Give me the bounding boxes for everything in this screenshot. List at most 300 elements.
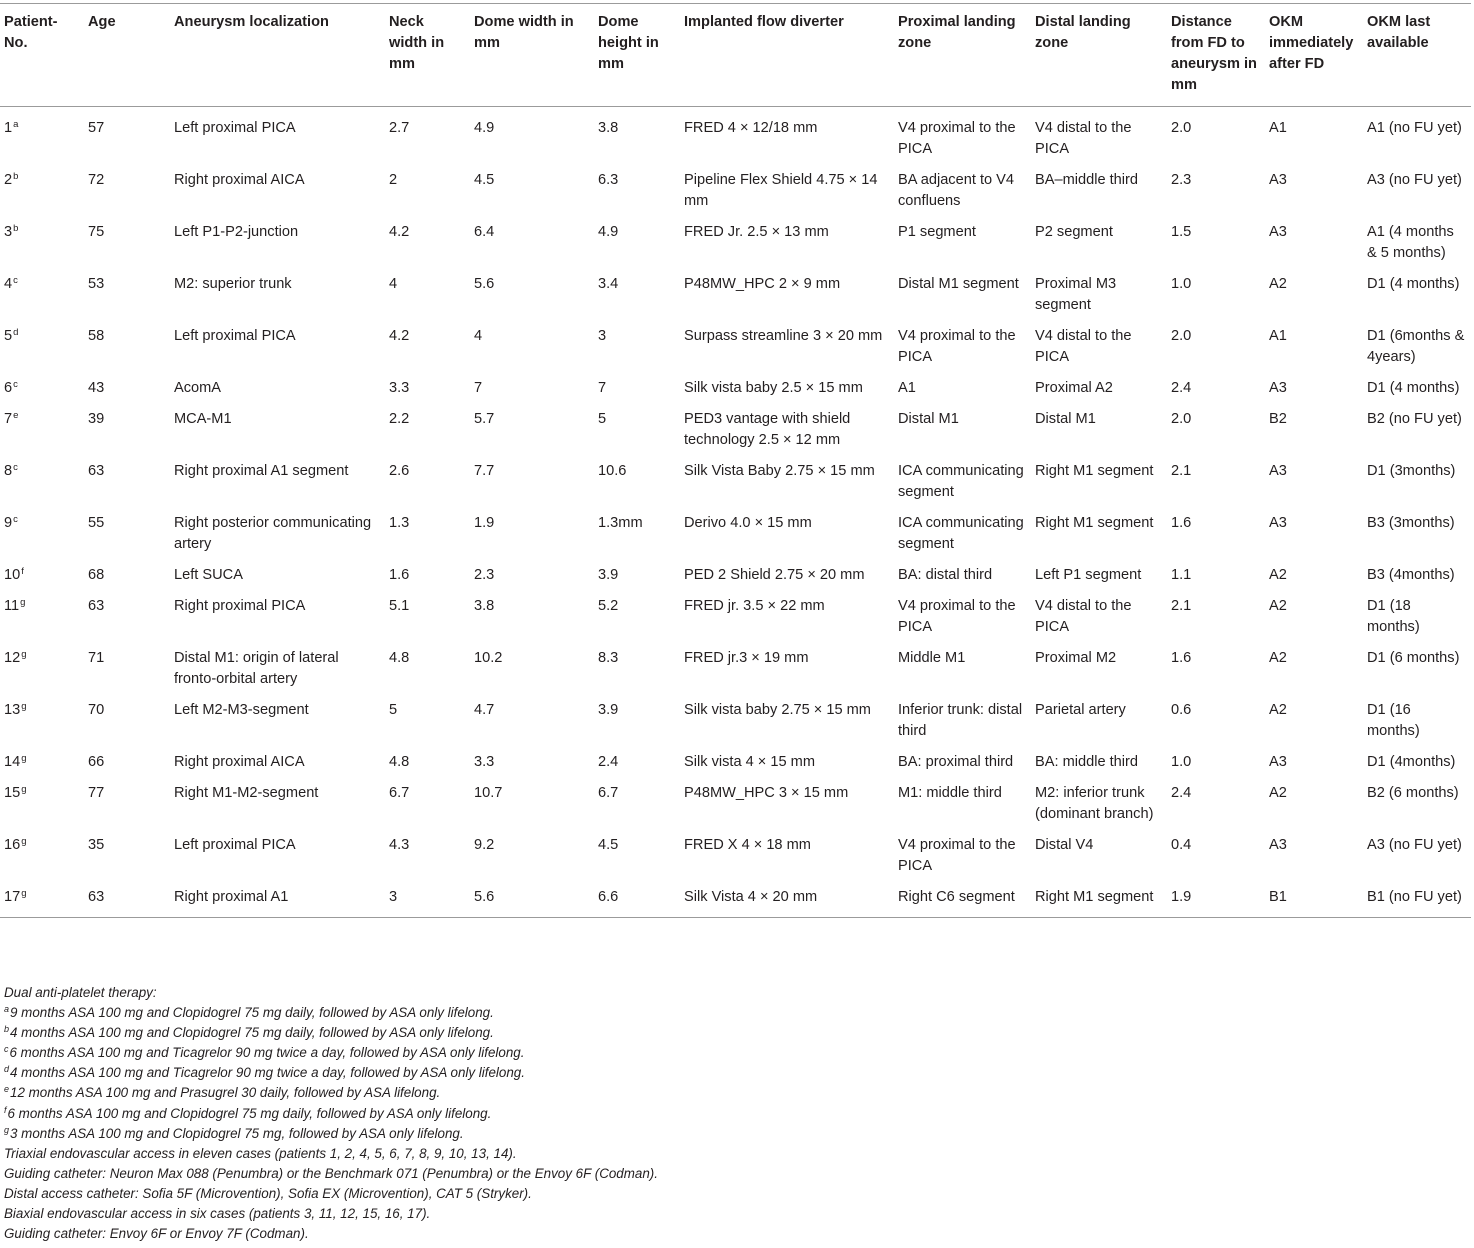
column-header: Implanted flow diverter bbox=[680, 4, 894, 107]
okm-after-cell: A3 bbox=[1269, 380, 1287, 396]
column-header: Aneurysm localization bbox=[170, 4, 385, 107]
distance-cell: 1.5 bbox=[1171, 224, 1192, 240]
patient-no-cell bbox=[0, 825, 84, 877]
distance-cell: 1.1 bbox=[1171, 567, 1192, 583]
okm-last-cell: D1 (4months) bbox=[1367, 754, 1456, 770]
localization-cell: MCA-M1 bbox=[174, 411, 232, 427]
table-body bbox=[0, 107, 1471, 918]
proximal-zone-cell: V4 proximal to the PICA bbox=[898, 120, 1016, 157]
age-cell: 72 bbox=[88, 172, 105, 188]
proximal-zone-cell: A1 bbox=[898, 380, 916, 396]
patient-no-cell bbox=[0, 107, 84, 161]
footnote-line bbox=[4, 1063, 1464, 1083]
patient-number: 12 bbox=[4, 650, 21, 666]
localization-cell: Right proximal A1 bbox=[170, 877, 385, 918]
okm-last-cell: D1 (6months & 4years) bbox=[1367, 328, 1465, 365]
distal-zone-cell: BA: middle third bbox=[1035, 754, 1139, 770]
patient-no-cell bbox=[0, 399, 84, 451]
footnote-line bbox=[4, 1224, 1464, 1244]
okm-last-cell: D1 (16 months) bbox=[1367, 702, 1420, 739]
distal-zone-cell: V4 distal to the PICA bbox=[1035, 328, 1132, 365]
localization-cell: Distal M1: origin of lateral fronto-orbital artery bbox=[174, 650, 339, 687]
flow-diverter-cell: FRED 4 × 12/18 mm bbox=[684, 120, 818, 136]
dome-height-cell: 3.8 bbox=[598, 120, 619, 136]
patient-number: 8 bbox=[4, 463, 13, 479]
table-row bbox=[0, 773, 1471, 825]
age-cell: 66 bbox=[88, 754, 105, 770]
footnote-marker: c bbox=[4, 1044, 9, 1055]
column-header: Dome width in mm bbox=[470, 4, 594, 107]
patient-number: 13 bbox=[4, 702, 21, 718]
distal-zone-cell: Distal V4 bbox=[1035, 837, 1094, 853]
dome-width-cell: 7 bbox=[474, 380, 483, 396]
patient-number: 15 bbox=[4, 785, 21, 801]
flow-diverter-cell: Silk Vista Baby 2.75 × 15 mm bbox=[684, 463, 875, 479]
age-cell: 71 bbox=[88, 650, 105, 666]
dome-width-cell: 2.3 bbox=[474, 567, 495, 583]
patient-number: 11 bbox=[4, 598, 20, 614]
footnote-text: Triaxial endovascular access in eleven cases (patients 1, 2, 4, 5, 6, 7, 8, 9, 10, 13, 14). bbox=[4, 1145, 517, 1161]
dome-height-cell: 3 bbox=[598, 328, 607, 344]
localization-cell: AcomA bbox=[174, 380, 222, 396]
neck-width-cell: 6.7 bbox=[389, 785, 410, 801]
footnote-line bbox=[4, 1164, 1464, 1184]
dome-height-cell: 5 bbox=[598, 411, 607, 427]
proximal-zone-cell: Right C6 segment bbox=[894, 877, 1031, 918]
distal-zone-cell: BA–middle third bbox=[1035, 172, 1139, 188]
distal-zone-cell: Right M1 segment bbox=[1031, 877, 1167, 918]
age-cell: 75 bbox=[88, 224, 105, 240]
localization-cell: M2: superior trunk bbox=[174, 276, 292, 292]
age-cell: 63 bbox=[88, 463, 105, 479]
age-cell: 68 bbox=[88, 567, 105, 583]
footnote-text: Guiding catheter: Envoy 6F or Envoy 7F (Codman). bbox=[4, 1226, 309, 1242]
dome-width-cell: 4.7 bbox=[474, 702, 495, 718]
footnote-marker: a bbox=[4, 1004, 10, 1015]
table-row bbox=[0, 586, 1471, 638]
distal-zone-cell: Distal M1 bbox=[1035, 411, 1096, 427]
okm-after-cell: B1 bbox=[1265, 877, 1363, 918]
neck-width-cell: 4.8 bbox=[389, 650, 410, 666]
footnote-marker: f bbox=[4, 1104, 7, 1115]
okm-last-cell: D1 (3months) bbox=[1367, 463, 1456, 479]
okm-after-cell: A1 bbox=[1269, 328, 1287, 344]
dome-width-cell: 9.2 bbox=[474, 837, 495, 853]
age-cell: 77 bbox=[88, 785, 105, 801]
dome-height-cell: 6.7 bbox=[598, 785, 619, 801]
flow-diverter-cell: FRED Jr. 2.5 × 13 mm bbox=[684, 224, 829, 240]
footnote-marker: g bbox=[21, 649, 27, 660]
localization-cell: Right posterior communicating artery bbox=[174, 515, 372, 552]
age-cell: 55 bbox=[88, 515, 105, 531]
proximal-zone-cell: ICA communicating segment bbox=[898, 515, 1024, 552]
distance-cell: 1.0 bbox=[1171, 754, 1192, 770]
dome-height-cell: 2.4 bbox=[598, 754, 619, 770]
patient-no-cell bbox=[0, 368, 84, 399]
flow-diverter-cell: P48MW_HPC 2 × 9 mm bbox=[684, 276, 841, 292]
okm-last-cell: A3 (no FU yet) bbox=[1367, 837, 1462, 853]
footnote-marker: d bbox=[13, 327, 19, 338]
footnote-marker: b bbox=[13, 171, 19, 182]
patient-table bbox=[0, 3, 1471, 918]
dome-width-cell: 10.2 bbox=[474, 650, 503, 666]
patient-number: 9 bbox=[4, 515, 13, 531]
okm-after-cell: A3 bbox=[1269, 837, 1287, 853]
flow-diverter-cell: Silk vista 4 × 15 mm bbox=[684, 754, 815, 770]
footnote-marker: g bbox=[21, 888, 27, 899]
flow-diverter-cell: Pipeline Flex Shield 4.75 × 14 mm bbox=[684, 172, 878, 209]
footnote-marker: b bbox=[13, 223, 19, 234]
distal-zone-cell: V4 distal to the PICA bbox=[1035, 598, 1132, 635]
dome-width-cell: 4.5 bbox=[474, 172, 495, 188]
dome-height-cell: 3.9 bbox=[598, 567, 619, 583]
table-row bbox=[0, 825, 1471, 877]
footnote-line bbox=[4, 1083, 1464, 1103]
neck-width-cell: 3 bbox=[385, 877, 470, 918]
footnote-marker: c bbox=[13, 379, 18, 390]
localization-cell: Left SUCA bbox=[174, 567, 243, 583]
patient-no-cell bbox=[0, 586, 84, 638]
footnote-marker: e bbox=[13, 410, 19, 421]
distance-cell: 2.4 bbox=[1171, 380, 1192, 396]
okm-last-cell: D1 (6 months) bbox=[1367, 650, 1460, 666]
dome-height-cell: 4.9 bbox=[598, 224, 619, 240]
localization-cell: Left proximal PICA bbox=[174, 837, 296, 853]
distal-zone-cell: Proximal M3 segment bbox=[1035, 276, 1117, 313]
neck-width-cell: 4 bbox=[389, 276, 398, 292]
localization-cell: Right proximal AICA bbox=[174, 172, 305, 188]
column-header: Patient-No. bbox=[0, 4, 84, 107]
proximal-zone-cell: BA: distal third bbox=[898, 567, 993, 583]
patient-no-cell bbox=[0, 316, 84, 368]
patient-number: 7 bbox=[4, 411, 13, 427]
neck-width-cell: 1.6 bbox=[389, 567, 410, 583]
dome-height-cell: 4.5 bbox=[598, 837, 619, 853]
table-row bbox=[0, 316, 1471, 368]
table-row bbox=[0, 742, 1471, 773]
age-cell: 39 bbox=[88, 411, 105, 427]
column-header: Dome height in mm bbox=[594, 4, 680, 107]
patient-number: 1 bbox=[4, 120, 13, 136]
okm-after-cell: A3 bbox=[1269, 172, 1287, 188]
dome-height-cell: 5.2 bbox=[598, 598, 619, 614]
footnote-line bbox=[4, 1023, 1464, 1043]
okm-last-cell: D1 (4 months) bbox=[1367, 276, 1460, 292]
flow-diverter-cell: Derivo 4.0 × 15 mm bbox=[684, 515, 812, 531]
footnote-marker: c bbox=[13, 462, 18, 473]
localization-cell: Right M1-M2-segment bbox=[174, 785, 319, 801]
dome-width-cell: 7.7 bbox=[474, 463, 495, 479]
table-header bbox=[0, 4, 1471, 107]
column-header: Neck width in mm bbox=[385, 4, 470, 107]
patient-no-cell bbox=[0, 638, 84, 690]
proximal-zone-cell: Distal M1 bbox=[898, 411, 959, 427]
footnote-text: 6 months ASA 100 mg and Ticagrelor 90 mg twice a day, followed by ASA only lifelong. bbox=[9, 1045, 525, 1061]
footnote-line bbox=[4, 1104, 1464, 1124]
neck-width-cell: 2.7 bbox=[389, 120, 410, 136]
age-cell: 57 bbox=[88, 120, 105, 136]
proximal-zone-cell: Middle M1 bbox=[898, 650, 966, 666]
localization-cell: Left P1-P2-junction bbox=[174, 224, 299, 240]
okm-last-cell: B3 (4months) bbox=[1367, 567, 1455, 583]
patient-no-cell bbox=[0, 264, 84, 316]
flow-diverter-cell: P48MW_HPC 3 × 15 mm bbox=[684, 785, 849, 801]
table-row bbox=[0, 107, 1471, 161]
patient-number: 6 bbox=[4, 380, 13, 396]
distal-zone-cell: V4 distal to the PICA bbox=[1035, 120, 1132, 157]
distal-zone-cell: Proximal M2 bbox=[1035, 650, 1117, 666]
footnote-marker: g bbox=[4, 1124, 10, 1135]
dome-width-cell: 5.7 bbox=[474, 411, 495, 427]
neck-width-cell: 5 bbox=[389, 702, 398, 718]
okm-after-cell: A3 bbox=[1269, 463, 1287, 479]
okm-after-cell: A2 bbox=[1269, 567, 1287, 583]
column-header: Distal landing zone bbox=[1031, 4, 1167, 107]
dome-height-cell: 6.6 bbox=[594, 877, 680, 918]
footnote-line bbox=[4, 1043, 1464, 1063]
neck-width-cell: 2.2 bbox=[389, 411, 410, 427]
okm-last-cell: A1 (4 months & 5 months) bbox=[1367, 224, 1454, 261]
age-cell: 70 bbox=[88, 702, 105, 718]
distance-cell: 2.0 bbox=[1171, 328, 1192, 344]
age-cell: 53 bbox=[88, 276, 105, 292]
footnote-marker: g bbox=[20, 597, 26, 608]
footnote-marker: a bbox=[13, 119, 19, 130]
dome-height-cell: 10.6 bbox=[598, 463, 627, 479]
proximal-zone-cell: ICA communicating segment bbox=[898, 463, 1024, 500]
flow-diverter-cell: Silk Vista 4 × 20 mm bbox=[680, 877, 894, 918]
distance-cell: 2.1 bbox=[1171, 598, 1192, 614]
patient-number: 2 bbox=[4, 172, 13, 188]
table-row bbox=[0, 160, 1471, 212]
flow-diverter-cell: Silk vista baby 2.75 × 15 mm bbox=[684, 702, 871, 718]
localization-cell: Right proximal A1 segment bbox=[174, 463, 349, 479]
okm-after-cell: A3 bbox=[1269, 224, 1287, 240]
footnote-text: 4 months ASA 100 mg and Ticagrelor 90 mg twice a day, followed by ASA only lifelong. bbox=[10, 1065, 525, 1081]
footnote-marker: d bbox=[4, 1064, 10, 1075]
okm-after-cell: B2 bbox=[1269, 411, 1287, 427]
okm-last-cell: B2 (no FU yet) bbox=[1367, 411, 1462, 427]
patient-no-cell bbox=[0, 877, 84, 918]
age-cell: 43 bbox=[88, 380, 105, 396]
table-row bbox=[0, 451, 1471, 503]
footnote-text: 12 months ASA 100 mg and Prasugrel 30 daily, followed by ASA lifelong. bbox=[10, 1085, 441, 1101]
footnote-marker: g bbox=[21, 784, 27, 795]
neck-width-cell: 4.2 bbox=[389, 328, 410, 344]
distance-cell: 0.6 bbox=[1171, 702, 1192, 718]
proximal-zone-cell: V4 proximal to the PICA bbox=[898, 598, 1016, 635]
distance-cell: 2.0 bbox=[1171, 120, 1192, 136]
footnote-line bbox=[4, 1144, 1464, 1164]
column-header: Proximal landing zone bbox=[894, 4, 1031, 107]
neck-width-cell: 2.6 bbox=[389, 463, 410, 479]
flow-diverter-cell: FRED jr. 3.5 × 22 mm bbox=[684, 598, 825, 614]
dome-width-cell: 6.4 bbox=[474, 224, 495, 240]
okm-after-cell: A1 bbox=[1269, 120, 1287, 136]
neck-width-cell: 1.3 bbox=[389, 515, 410, 531]
footnote-text: Guiding catheter: Neuron Max 088 (Penumbra) or the Benchmark 071 (Penumbra) or the Envoy 6F (Codman). bbox=[4, 1165, 658, 1181]
table-footnotes bbox=[4, 983, 1464, 1244]
flow-diverter-cell: FRED jr.3 × 19 mm bbox=[684, 650, 809, 666]
patient-no-cell bbox=[0, 555, 84, 586]
dome-width-cell: 1.9 bbox=[474, 515, 495, 531]
proximal-zone-cell: V4 proximal to the PICA bbox=[898, 837, 1016, 874]
patient-number: 3 bbox=[4, 224, 13, 240]
distal-zone-cell: M2: inferior trunk (dominant branch) bbox=[1035, 785, 1154, 822]
okm-after-cell: A3 bbox=[1269, 754, 1287, 770]
distance-cell: 0.4 bbox=[1171, 837, 1192, 853]
footnote-marker: g bbox=[21, 701, 27, 712]
flow-diverter-cell: Surpass streamline 3 × 20 mm bbox=[684, 328, 883, 344]
neck-width-cell: 3.3 bbox=[389, 380, 410, 396]
dome-height-cell: 7 bbox=[598, 380, 607, 396]
okm-last-cell: A1 (no FU yet) bbox=[1367, 120, 1462, 136]
patient-no-cell bbox=[0, 742, 84, 773]
distal-zone-cell: Right M1 segment bbox=[1035, 463, 1154, 479]
footnote-text: 9 months ASA 100 mg and Clopidogrel 75 mg daily, followed by ASA only lifelong. bbox=[10, 1005, 494, 1021]
table-row bbox=[0, 264, 1471, 316]
age-cell: 63 bbox=[88, 598, 105, 614]
patient-number: 5 bbox=[4, 328, 13, 344]
footnote-text: 6 months ASA 100 mg and Clopidogrel 75 mg daily, followed by ASA only lifelong. bbox=[7, 1105, 492, 1121]
distance-cell: 2.1 bbox=[1171, 463, 1192, 479]
flow-diverter-cell: PED 2 Shield 2.75 × 20 mm bbox=[684, 567, 865, 583]
column-header: Age bbox=[84, 4, 170, 107]
okm-after-cell: A2 bbox=[1269, 702, 1287, 718]
neck-width-cell: 5.1 bbox=[389, 598, 410, 614]
patient-no-cell bbox=[0, 451, 84, 503]
distance-cell: 1.6 bbox=[1171, 650, 1192, 666]
okm-last-cell: B2 (6 months) bbox=[1367, 785, 1459, 801]
patient-number: 17 bbox=[4, 889, 21, 905]
footnote-line bbox=[4, 1003, 1464, 1023]
localization-cell: Left proximal PICA bbox=[174, 120, 296, 136]
neck-width-cell: 4.3 bbox=[389, 837, 410, 853]
column-header: Distance from FD to aneurysm in mm bbox=[1167, 4, 1265, 107]
footnote-text: Dual anti-platelet therapy: bbox=[4, 985, 157, 1000]
distance-cell: 1.0 bbox=[1171, 276, 1192, 292]
localization-cell: Right proximal PICA bbox=[174, 598, 306, 614]
neck-width-cell: 4.2 bbox=[389, 224, 410, 240]
footnote-text: Biaxial endovascular access in six cases (patients 3, 11, 12, 15, 16, 17). bbox=[4, 1206, 431, 1222]
proximal-zone-cell: M1: middle third bbox=[898, 785, 1002, 801]
footnote-line bbox=[4, 1184, 1464, 1204]
age-cell: 35 bbox=[88, 837, 105, 853]
okm-after-cell: A3 bbox=[1269, 515, 1287, 531]
table-row bbox=[0, 368, 1471, 399]
patient-number: 16 bbox=[4, 837, 21, 853]
proximal-zone-cell: BA adjacent to V4 confluens bbox=[898, 172, 1015, 209]
dome-width-cell: 5.6 bbox=[470, 877, 594, 918]
flow-diverter-cell: FRED X 4 × 18 mm bbox=[684, 837, 811, 853]
proximal-zone-cell: P1 segment bbox=[898, 224, 976, 240]
localization-cell: Left M2-M3-segment bbox=[174, 702, 309, 718]
footnote-line bbox=[4, 1204, 1464, 1224]
footnote-marker: g bbox=[21, 836, 27, 847]
okm-after-cell: A2 bbox=[1269, 785, 1287, 801]
okm-after-cell: A2 bbox=[1269, 598, 1287, 614]
patient-number: 10 bbox=[4, 567, 21, 583]
header-row bbox=[0, 4, 1471, 107]
localization-cell: Left proximal PICA bbox=[174, 328, 296, 344]
okm-last-cell: A3 (no FU yet) bbox=[1367, 172, 1462, 188]
table-row bbox=[0, 638, 1471, 690]
flow-diverter-cell: PED3 vantage with shield technology 2.5 × 12 mm bbox=[684, 411, 851, 448]
footnote-text: Distal access catheter: Sofia 5F (Microvention), Sofia EX (Microvention), CAT 5 (Stryker). bbox=[4, 1185, 532, 1201]
dome-width-cell: 10.7 bbox=[474, 785, 503, 801]
okm-after-cell: A2 bbox=[1269, 276, 1287, 292]
neck-width-cell: 4.8 bbox=[389, 754, 410, 770]
footnote-marker: f bbox=[21, 566, 24, 577]
distal-zone-cell: Parietal artery bbox=[1035, 702, 1126, 718]
table-row bbox=[0, 555, 1471, 586]
patient-no-cell bbox=[0, 503, 84, 555]
table-row bbox=[0, 212, 1471, 264]
footnote-marker: c bbox=[13, 514, 18, 525]
okm-after-cell: A2 bbox=[1269, 650, 1287, 666]
dome-width-cell: 3.3 bbox=[474, 754, 495, 770]
footnote-marker: g bbox=[21, 753, 27, 764]
localization-cell: Right proximal AICA bbox=[174, 754, 305, 770]
footnote-line bbox=[4, 1124, 1464, 1144]
patient-no-cell bbox=[0, 212, 84, 264]
patient-no-cell bbox=[0, 690, 84, 742]
distance-cell: 1.9 bbox=[1167, 877, 1265, 918]
neck-width-cell: 2 bbox=[389, 172, 398, 188]
patient-number: 14 bbox=[4, 754, 21, 770]
dome-width-cell: 4.9 bbox=[474, 120, 495, 136]
flow-diverter-cell: Silk vista baby 2.5 × 15 mm bbox=[684, 380, 863, 396]
dome-height-cell: 3.9 bbox=[598, 702, 619, 718]
distance-cell: 2.4 bbox=[1171, 785, 1192, 801]
patient-number: 4 bbox=[4, 276, 13, 292]
distal-zone-cell: Right M1 segment bbox=[1035, 515, 1154, 531]
okm-last-cell: D1 (4 months) bbox=[1367, 380, 1460, 396]
patient-no-cell bbox=[0, 160, 84, 212]
dome-width-cell: 3.8 bbox=[474, 598, 495, 614]
age-cell: 63 bbox=[84, 877, 170, 918]
distance-cell: 2.3 bbox=[1171, 172, 1192, 188]
distal-zone-cell: Left P1 segment bbox=[1035, 567, 1142, 583]
column-header: OKM last available bbox=[1363, 4, 1471, 107]
distal-zone-cell: P2 segment bbox=[1035, 224, 1113, 240]
footnote-text: 4 months ASA 100 mg and Clopidogrel 75 mg daily, followed by ASA only lifelong. bbox=[10, 1025, 494, 1041]
patient-no-cell bbox=[0, 773, 84, 825]
distance-cell: 1.6 bbox=[1171, 515, 1192, 531]
proximal-zone-cell: Distal M1 segment bbox=[898, 276, 1019, 292]
footnote-text: 3 months ASA 100 mg and Clopidogrel 75 mg, followed by ASA only lifelong. bbox=[10, 1125, 464, 1141]
footnote-marker: c bbox=[13, 275, 18, 286]
okm-last-cell: B3 (3months) bbox=[1367, 515, 1455, 531]
dome-height-cell: 1.3mm bbox=[598, 515, 643, 531]
proximal-zone-cell: BA: proximal third bbox=[898, 754, 1014, 770]
footnote-line bbox=[4, 983, 1464, 1003]
proximal-zone-cell: V4 proximal to the PICA bbox=[898, 328, 1016, 365]
okm-last-cell: D1 (18 months) bbox=[1367, 598, 1420, 635]
dome-height-cell: 8.3 bbox=[598, 650, 619, 666]
footnote-marker: e bbox=[4, 1084, 10, 1095]
table-row bbox=[0, 399, 1471, 451]
footnote-marker: b bbox=[4, 1024, 10, 1035]
dome-width-cell: 4 bbox=[474, 328, 483, 344]
table-row bbox=[0, 877, 1471, 918]
table-row bbox=[0, 503, 1471, 555]
proximal-zone-cell: Inferior trunk: distal third bbox=[898, 702, 1023, 739]
age-cell: 58 bbox=[88, 328, 105, 344]
dome-width-cell: 5.6 bbox=[474, 276, 495, 292]
distance-cell: 2.0 bbox=[1171, 411, 1192, 427]
okm-last-cell: B1 (no FU yet) bbox=[1363, 877, 1471, 918]
